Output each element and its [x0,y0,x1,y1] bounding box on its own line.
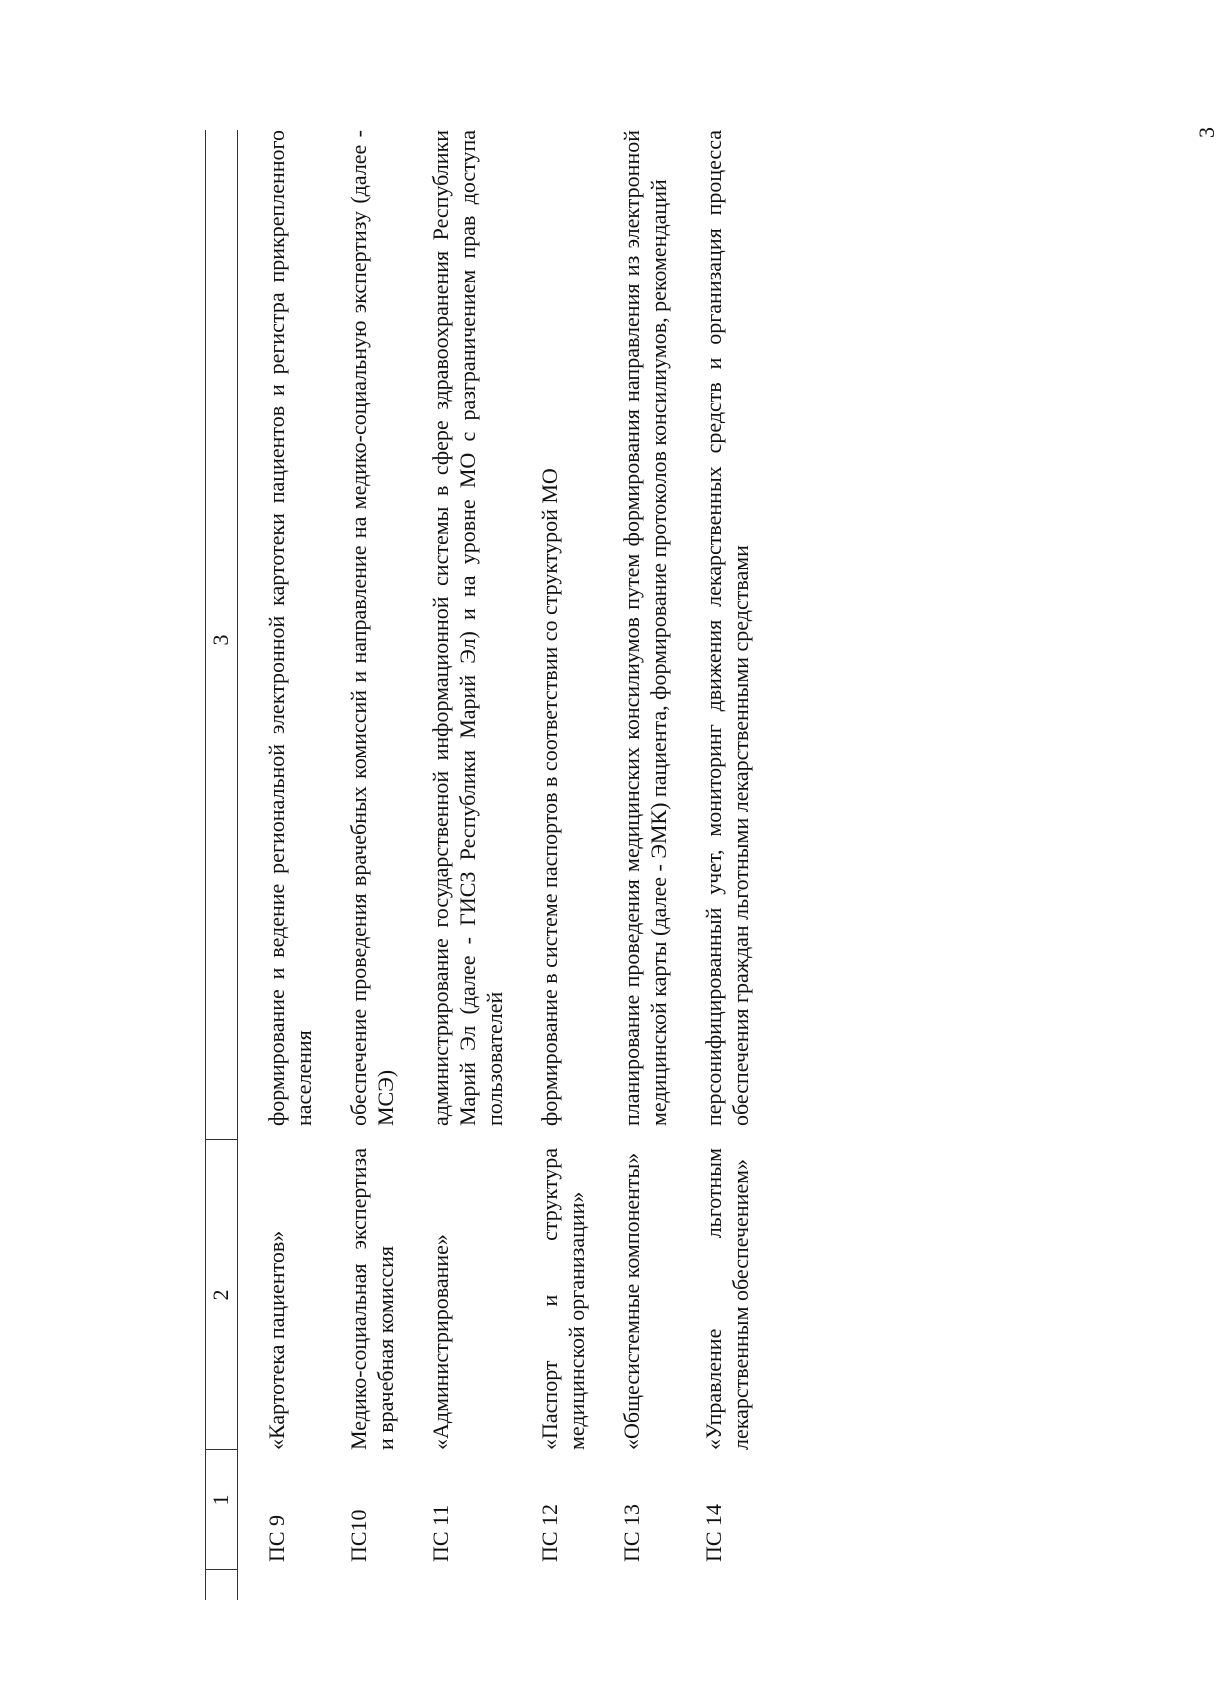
column-header-2: 2 [208,1289,233,1301]
table-row [263,130,317,1600]
row-description: администрирование государственной информационной системы в сфере здравоохранения Республики Марий Эл (далее - ГИСЗ Республики Марий Эл) и на уровне МО с разграничением прав доступа пользователей [428,130,507,1126]
table-row [345,130,399,1600]
row-description: персонифицированный учет, мониторинг движения лекарственных средств и организация процесса обеспечения граждан льготными лекарственными средствами [701,130,753,1126]
table-row [427,130,508,1600]
row-code: ПС 13 [619,1503,644,1562]
row-code: ПС 14 [701,1503,726,1562]
row-name: «Администрирование» [428,1234,453,1450]
row-code: ПС10 [346,1509,371,1562]
column-header-1: 1 [208,1494,233,1506]
column-divider [205,1139,237,1140]
row-name: «Картотека пациентов» [264,1230,289,1450]
row-description: обеспечение проведения врачебных комиссий и направление на медико-социальную экспертизу (далее - МСЭ) [346,130,398,1126]
row-name: «Общесистемные компоненты» [619,1152,644,1450]
row-description: формирование в системе паспортов в соответствии со структурой МО [537,468,562,1126]
table-row [536,130,590,1600]
row-code: ПС 9 [264,1514,289,1562]
table-row [618,130,672,1600]
row-description: формирование и ведение региональной электронной картотеки пациентов и регистра прикрепленного населения [264,130,316,1126]
row-name: Медико-социальная экспертиза и врачебная комиссия [346,1148,398,1450]
table-row [700,130,754,1600]
table-top-rule [205,130,206,1600]
table-body [263,130,782,1600]
row-name: «Управление льготным лекарственным обеспечением» [701,1148,753,1450]
row-description: планирование проведения медицинских консилиумов путем формирования направления из электронной медицинской карты (далее - ЭМК) пациента, формирование протоколов консилиумов, рекомендаций [619,130,671,1126]
document-table [205,130,1105,1600]
page-number: 3 [1194,127,1219,138]
column-divider [205,1449,237,1450]
header-bottom-rule [237,130,238,1600]
column-header-3: 3 [208,634,233,646]
row-code: ПС 11 [428,1504,453,1562]
column-divider [205,1569,237,1570]
row-code: ПС 12 [537,1503,562,1562]
row-name: «Паспорт и структура медицинской организации» [537,1148,589,1450]
